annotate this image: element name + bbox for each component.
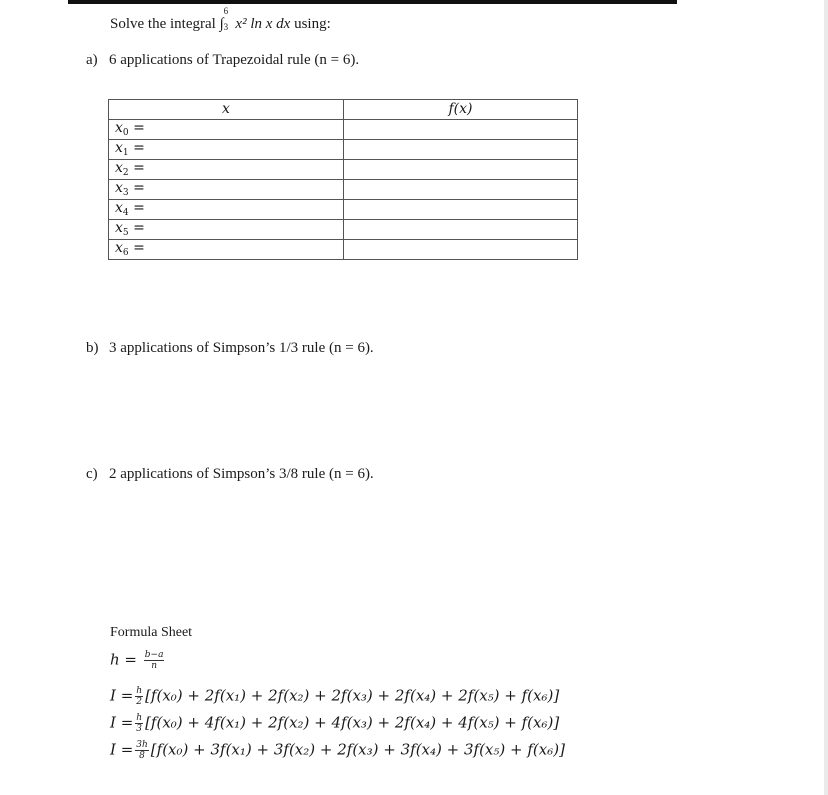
fx-cell[interactable] bbox=[344, 220, 578, 240]
formula-simpson-1-3 bbox=[110, 713, 559, 734]
fx-cell[interactable] bbox=[344, 140, 578, 160]
part-text: 6 applications of Trapezoidal rule (n = 6). bbox=[109, 52, 360, 68]
table-header-row bbox=[109, 100, 578, 120]
fraction-denominator: n bbox=[151, 661, 158, 671]
equals-sign: = bbox=[133, 220, 145, 236]
part-label: c) bbox=[86, 466, 98, 482]
fraction bbox=[144, 650, 165, 671]
x-index: 0 bbox=[122, 128, 129, 138]
equals-sign: = bbox=[133, 140, 145, 156]
x-var: x bbox=[115, 220, 123, 236]
x-index: 2 bbox=[122, 168, 129, 178]
formula-lhs: I = bbox=[110, 686, 134, 705]
fraction-numerator: b−a bbox=[144, 650, 164, 660]
fraction-denominator: 8 bbox=[139, 751, 145, 761]
formula-body: [f(x₀) + 3f(x₁) + 3f(x₂) + 2f(x₃) + 3f(x₄) + 3f(x₅) + f(x₆)] bbox=[150, 740, 565, 759]
x-index: 1 bbox=[122, 148, 129, 158]
fraction-numerator: h bbox=[136, 686, 143, 696]
fx-cell[interactable] bbox=[344, 180, 578, 200]
fx-cell[interactable] bbox=[344, 200, 578, 220]
column-header-x: x bbox=[109, 100, 344, 120]
fx-cell[interactable] bbox=[344, 160, 578, 180]
part-a bbox=[86, 52, 359, 69]
table-row bbox=[109, 120, 578, 140]
x-index: 5 bbox=[122, 228, 129, 238]
x-index: 3 bbox=[122, 188, 129, 198]
x-cell bbox=[109, 240, 344, 260]
top-border bbox=[68, 0, 677, 4]
part-text: 2 applications of Simpson’s 3/8 rule (n = 6). bbox=[109, 466, 374, 482]
formula-h bbox=[110, 650, 166, 671]
part-c bbox=[86, 466, 374, 483]
x-cell bbox=[109, 200, 344, 220]
x-cell bbox=[109, 180, 344, 200]
integral-limits bbox=[223, 6, 232, 32]
table-row bbox=[109, 160, 578, 180]
formula-simpson-3-8 bbox=[110, 740, 565, 761]
part-label: b) bbox=[86, 340, 99, 356]
part-label: a) bbox=[86, 52, 98, 68]
fraction bbox=[135, 740, 149, 761]
x-var: x bbox=[115, 120, 123, 136]
x-var: x bbox=[115, 240, 123, 256]
fraction-denominator: 3 bbox=[136, 724, 143, 734]
table-row bbox=[109, 200, 578, 220]
formula-lhs: I = bbox=[110, 740, 134, 759]
part-text: 3 applications of Simpson’s 1/3 rule (n = 6). bbox=[109, 340, 374, 356]
table-row bbox=[109, 240, 578, 260]
question-suffix: using: bbox=[294, 16, 331, 32]
table-row bbox=[109, 220, 578, 240]
fraction-numerator: 3h bbox=[136, 740, 148, 750]
lower-limit: 3 bbox=[223, 22, 229, 32]
x-var: x bbox=[115, 160, 123, 176]
x-var: x bbox=[115, 200, 123, 216]
formula-lhs: h = bbox=[110, 650, 137, 669]
fraction-numerator: h bbox=[136, 713, 143, 723]
equals-sign: = bbox=[133, 240, 145, 256]
formula-sheet-title: Formula Sheet bbox=[110, 625, 193, 640]
fraction bbox=[135, 686, 143, 707]
upper-limit: 6 bbox=[223, 6, 229, 16]
x-cell bbox=[109, 160, 344, 180]
formula-body: [f(x₀) + 4f(x₁) + 2f(x₂) + 4f(x₃) + 2f(x₄) + 4f(x₅) + f(x₆)] bbox=[145, 713, 560, 732]
equals-sign: = bbox=[133, 200, 145, 216]
column-header-fx: f(x) bbox=[344, 100, 578, 120]
x-cell bbox=[109, 140, 344, 160]
page-edge bbox=[824, 0, 828, 795]
table-row bbox=[109, 140, 578, 160]
table-row bbox=[109, 180, 578, 200]
x-cell bbox=[109, 120, 344, 140]
x-index: 4 bbox=[122, 208, 129, 218]
formula-lhs: I = bbox=[110, 713, 134, 732]
fraction-denominator: 2 bbox=[136, 697, 143, 707]
question-prefix: Solve the integral bbox=[110, 16, 216, 32]
equals-sign: = bbox=[133, 180, 145, 196]
equals-sign: = bbox=[133, 120, 145, 136]
x-var: x bbox=[115, 140, 123, 156]
equals-sign: = bbox=[133, 160, 145, 176]
fraction bbox=[135, 713, 143, 734]
integral-sign: ∫ bbox=[219, 16, 224, 32]
formula-body: [f(x₀) + 2f(x₁) + 2f(x₂) + 2f(x₃) + 2f(x₄) + 2f(x₅) + f(x₆)] bbox=[145, 686, 560, 705]
integrand: x² ln x dx bbox=[235, 16, 291, 32]
part-b bbox=[86, 340, 374, 357]
fx-cell[interactable] bbox=[344, 240, 578, 260]
formula-trapezoidal bbox=[110, 686, 559, 707]
question-title bbox=[110, 6, 331, 33]
fx-cell[interactable] bbox=[344, 120, 578, 140]
x-var: x bbox=[115, 180, 123, 196]
values-table bbox=[108, 99, 578, 260]
x-cell bbox=[109, 220, 344, 240]
x-index: 6 bbox=[122, 248, 129, 258]
